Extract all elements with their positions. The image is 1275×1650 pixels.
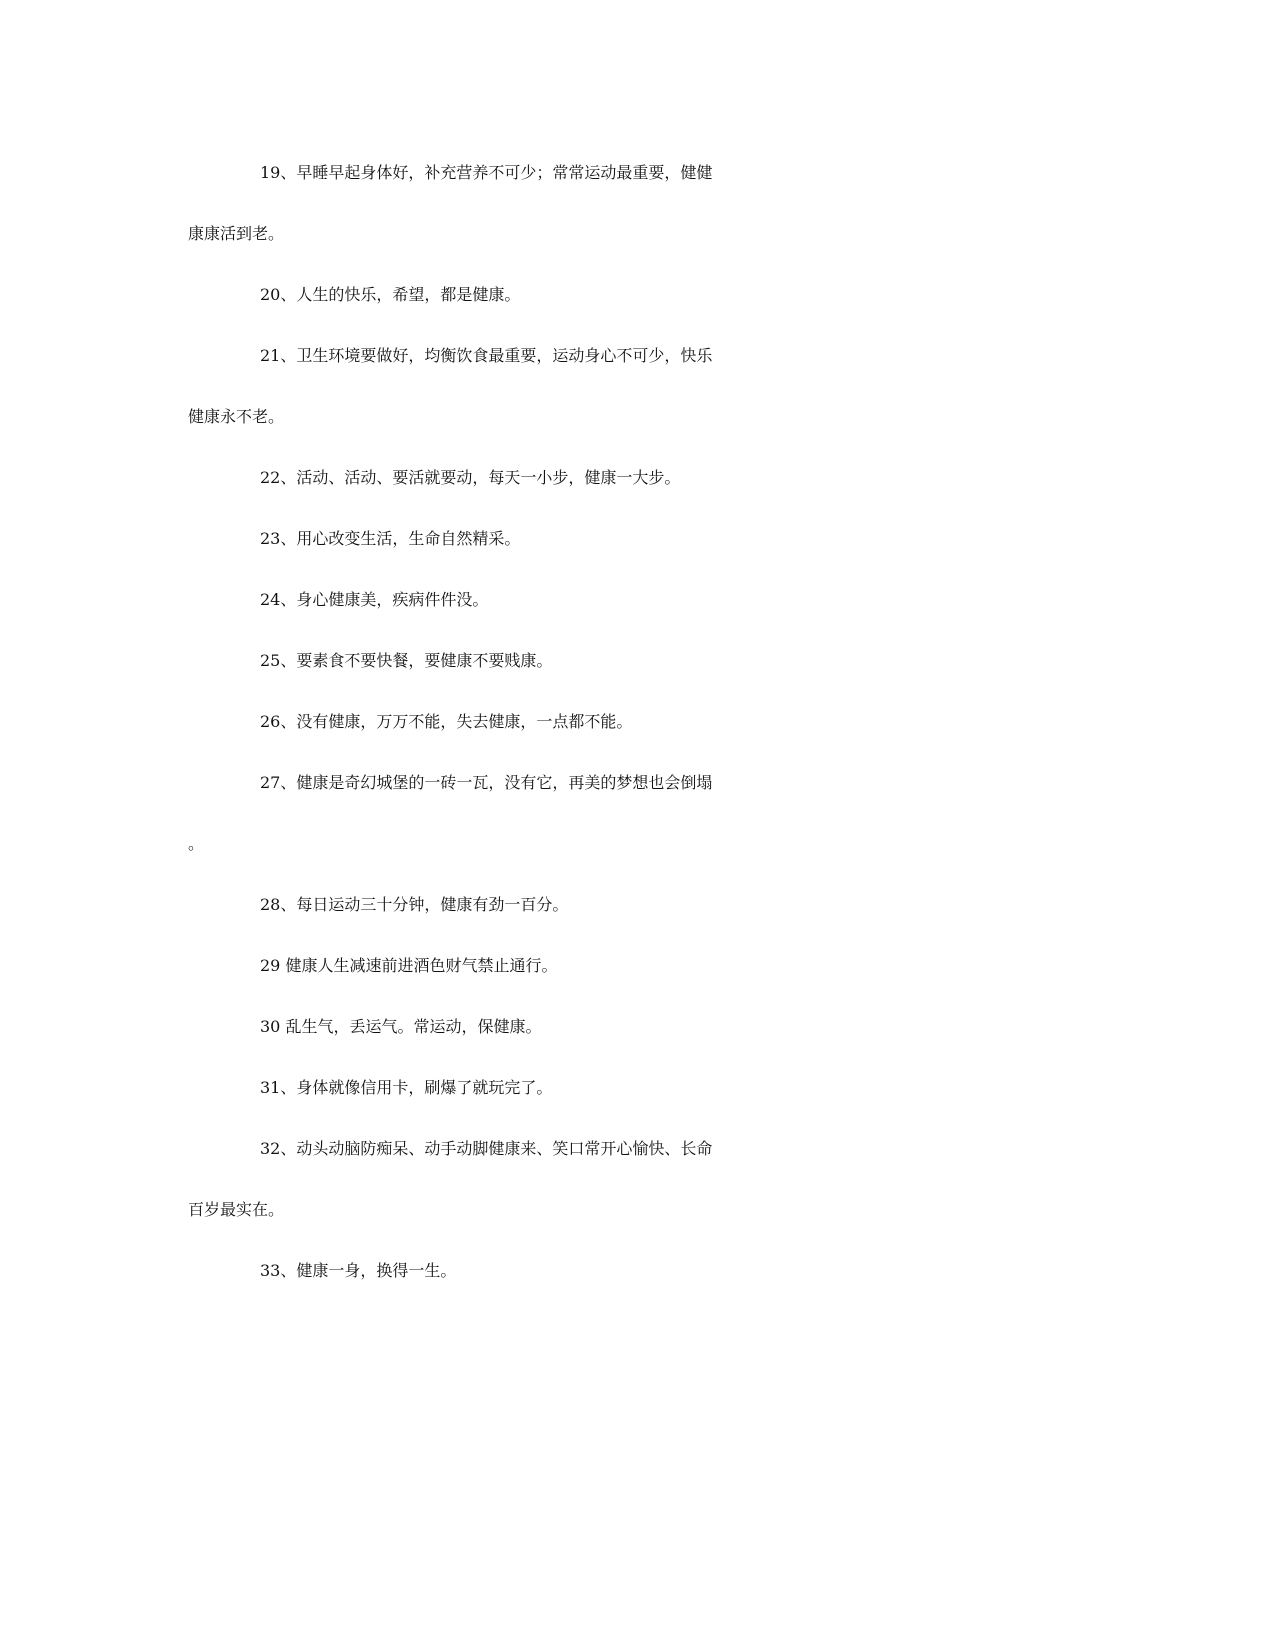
paragraph-line: 23、用心改变生活，生命自然精采。 bbox=[260, 529, 521, 548]
paragraph-26 bbox=[188, 709, 1068, 770]
paragraph-line: 19、早睡早起身体好，补充营养不可少；常常运动最重要，健健 bbox=[260, 163, 713, 182]
paragraph-24 bbox=[188, 587, 1068, 648]
paragraph-line: 26、没有健康，万万不能，失去健康，一点都不能。 bbox=[260, 712, 633, 731]
document-body bbox=[188, 160, 1068, 1319]
paragraph-line: 。 bbox=[188, 834, 205, 853]
paragraph-27 bbox=[188, 770, 1068, 892]
paragraph-line: 27、健康是奇幻城堡的一砖一瓦，没有它，再美的梦想也会倒塌 bbox=[260, 773, 713, 792]
paragraph-line: 32、动头动脑防痴呆、动手动脚健康来、笑口常开心愉快、长命 bbox=[260, 1139, 713, 1158]
paragraph-line: 康康活到老。 bbox=[188, 224, 285, 243]
paragraph-line: 31、身体就像信用卡，刷爆了就玩完了。 bbox=[260, 1078, 553, 1097]
paragraph-line: 33、健康一身，换得一生。 bbox=[260, 1261, 457, 1280]
paragraph-31 bbox=[188, 1075, 1068, 1136]
paragraph-line: 25、要素食不要快餐，要健康不要贱康。 bbox=[260, 651, 553, 670]
paragraph-21 bbox=[188, 343, 1068, 465]
paragraph-28 bbox=[188, 892, 1068, 953]
paragraph-line: 22、活动、活动、要活就要动，每天一小步，健康一大步。 bbox=[260, 468, 681, 487]
paragraph-line: 30 乱生气，丢运气。常运动，保健康。 bbox=[260, 1017, 542, 1036]
paragraph-line: 21、卫生环境要做好，均衡饮食最重要，运动身心不可少，快乐 bbox=[260, 346, 713, 365]
paragraph-19 bbox=[188, 160, 1068, 282]
paragraph-20 bbox=[188, 282, 1068, 343]
paragraph-25 bbox=[188, 648, 1068, 709]
paragraph-30 bbox=[188, 1014, 1068, 1075]
paragraph-line: 百岁最实在。 bbox=[188, 1200, 285, 1219]
paragraph-line: 24、身心健康美，疾病件件没。 bbox=[260, 590, 489, 609]
paragraph-23 bbox=[188, 526, 1068, 587]
paragraph-33 bbox=[188, 1258, 1068, 1319]
paragraph-line: 28、每日运动三十分钟，健康有劲一百分。 bbox=[260, 895, 569, 914]
paragraph-line: 29 健康人生减速前进酒色财气禁止通行。 bbox=[260, 956, 558, 975]
paragraph-29 bbox=[188, 953, 1068, 1014]
paragraph-line: 20、人生的快乐，希望，都是健康。 bbox=[260, 285, 521, 304]
paragraph-32 bbox=[188, 1136, 1068, 1258]
paragraph-line: 健康永不老。 bbox=[188, 407, 285, 426]
paragraph-22 bbox=[188, 465, 1068, 526]
